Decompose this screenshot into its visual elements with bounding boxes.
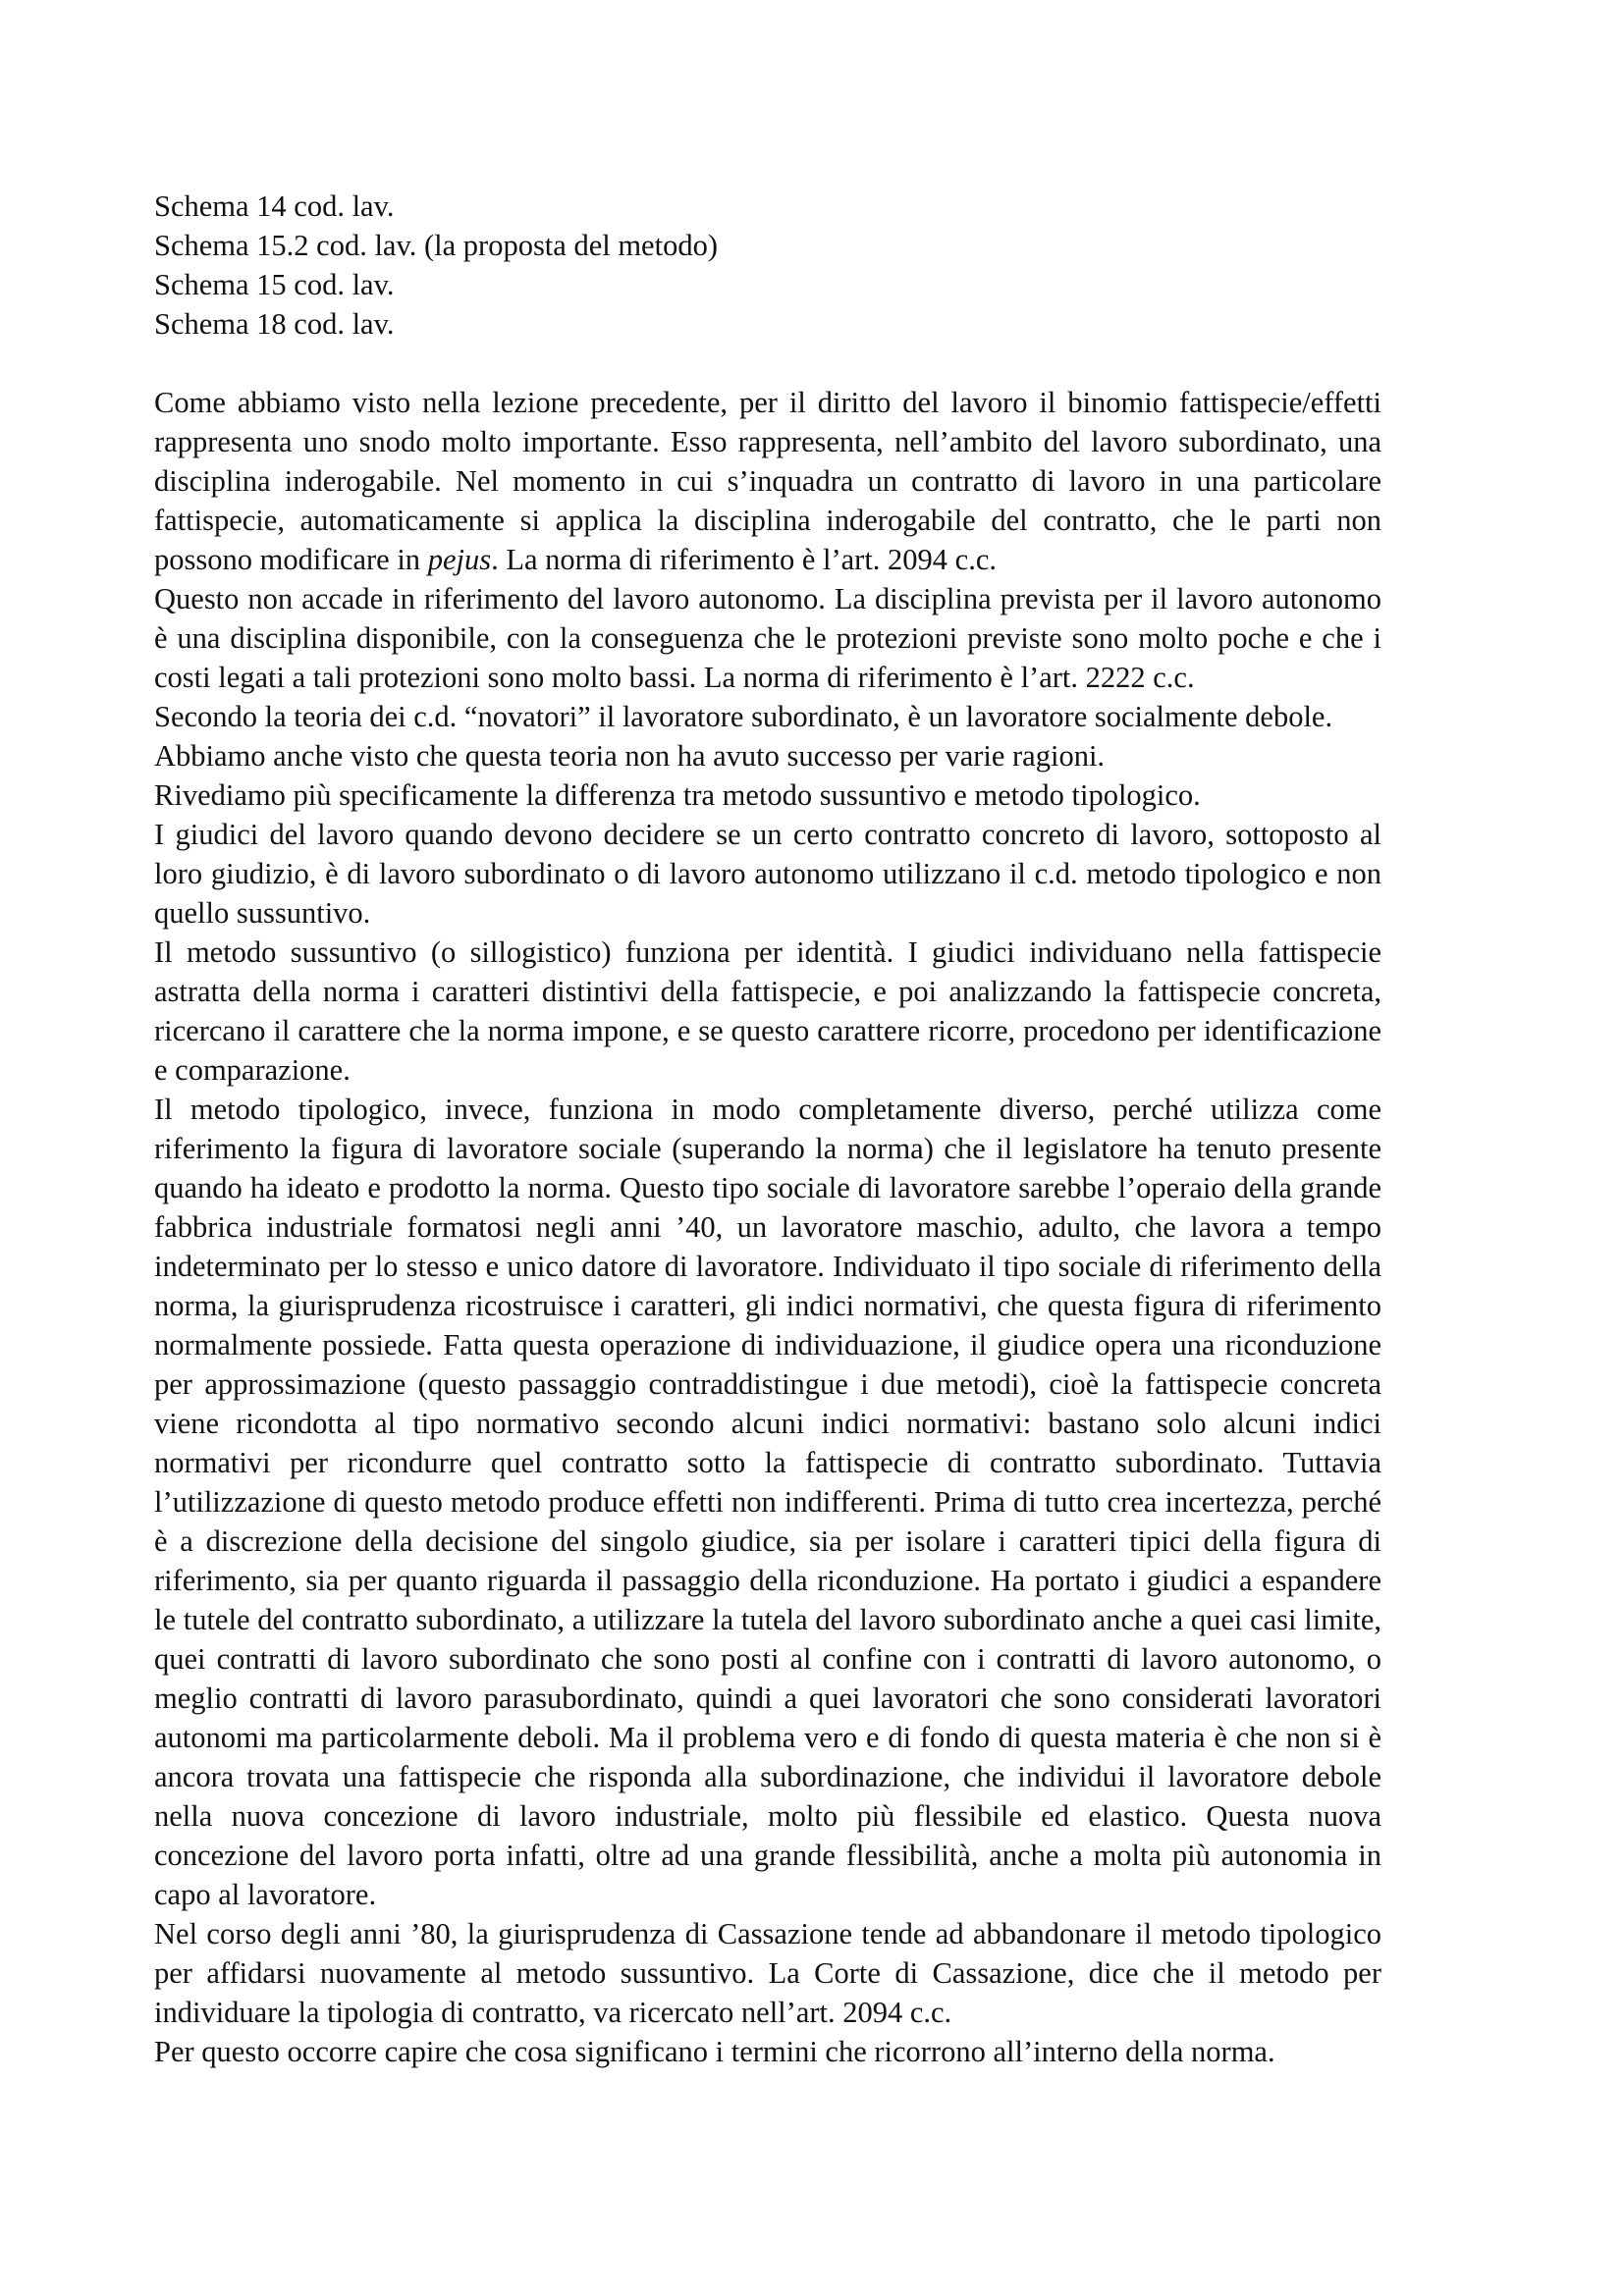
paragraph-giudici-metodo: I giudici del lavoro quando devono decidere se un certo contratto concreto di lavoro, sottoposto al loro giudizio, è di lavoro subordinato o di lavoro autonomo utilizzano il c.d. metodo tipologico e non quello sussuntivo. xyxy=(154,818,1381,930)
paragraph-termini-norma: Per questo occorre capire che cosa significano i termini che ricorrono all’interno della norma. xyxy=(154,2035,1275,2068)
paragraph-differenza-metodi: Rivediamo più specificamente la differenza tra metodo sussuntivo e metodo tipologico. xyxy=(154,778,1201,812)
paragraph-fattispecie-effetti xyxy=(154,383,1381,579)
schema-item-18: Schema 18 cod. lav. xyxy=(154,307,395,341)
paragraph-metodo-sussuntivo: Il metodo sussuntivo (o sillogistico) funziona per identità. I giudici individuano nella fattispecie astratta della norma i caratteri distintivi della fattispecie, e poi analizzando la fattispecie concreta, ricercano il carattere che la norma impone, e se questo carattere ricorre, procedono per identificazione e comparazione. xyxy=(154,935,1381,1087)
paragraph-text: . La norma di riferimento è l’art. 2094 c.c. xyxy=(491,543,997,576)
paragraph-metodo-tipologico: Il metodo tipologico, invece, funziona in modo completamente diverso, perché utilizza come riferimento la figura di lavoratore sociale (superando la norma) che il legislatore ha tenuto presente quando ha ideato e prodotto la norma. Questo tipo sociale di lavoratore sarebbe l’operaio della grande fabbrica industriale formatosi negli anni ’40, un lavoratore maschio, adulto, che lavora a tempo indeterminato per lo stesso e unico datore di lavoratore. Individuato il tipo sociale di riferimento della norma, la giurisprudenza ricostruisce i caratteri, gli indici normativi, che questa figura di riferimento normalmente possiede. Fatta questa operazione di individuazione, il giudice opera una riconduzione per approssimazione (questo passaggio contraddistingue i due metodi), cioè la fattispecie concreta viene ricondotta al tipo normativo secondo alcuni indici normativi: bastano solo alcuni indici normativi per ricondurre quel contratto sotto la fattispecie di contratto subordinato. Tuttavia l’utilizzazione di questo metodo produce effetti non indifferenti. Prima di tutto crea incertezza, perché è a discrezione della decisione del singolo giudice, sia per isolare i caratteri tipici della figura di riferimento, sia per quanto riguarda il passaggio della riconduzione. Ha portato i giudici a espandere le tutele del contratto subordinato, a utilizzare la tutela del lavoro subordinato anche a quei casi limite, quei contratti di lavoro subordinato che sono posti al confine con i contratti di lavoro autonomo, o meglio contratti di lavoro parasubordinato, quindi a quei lavoratori che sono considerati lavoratori autonomi ma particolarmente deboli. Ma il problema vero e di fondo di questa materia è che non si è ancora trovata una fattispecie che risponda alla subordinazione, che individui il lavoratore debole nella nuova concezione di lavoro industriale, molto più flessibile ed elastico. Questa nuova concezione del lavoro porta infatti, oltre ad una grande flessibilità, anche a molta più autonomia in capo al lavoratore. xyxy=(154,1093,1381,1911)
schema-list xyxy=(154,187,1381,344)
document-page xyxy=(154,187,1381,2071)
paragraph-anni-80: Nel corso degli anni ’80, la giurisprudenza di Cassazione tende ad abbandonare il metodo tipologico per affidarsi nuovamente al metodo sussuntivo. La Corte di Cassazione, dice che il metodo per individuare la tipologia di contratto, va ricercato nell’art. 2094 c.c. xyxy=(154,1917,1381,2029)
schema-item-14: Schema 14 cod. lav. xyxy=(154,189,395,223)
paragraph-teoria-insuccesso: Abbiamo anche visto che questa teoria non ha avuto successo per varie ragioni. xyxy=(154,739,1106,773)
schema-item-15-2: Schema 15.2 cod. lav. (la proposta del metodo) xyxy=(154,229,718,262)
italic-term-pejus: pejus xyxy=(427,543,492,576)
paragraph-lavoro-autonomo: Questo non accade in riferimento del lavoro autonomo. La disciplina prevista per il lavoro autonomo è una disciplina disponibile, con la conseguenza che le protezioni previste sono molto poche e che i costi legati a tali protezioni sono molto bassi. La norma di riferimento è l’art. 2222 c.c. xyxy=(154,582,1381,694)
schema-item-15: Schema 15 cod. lav. xyxy=(154,268,395,301)
paragraph-novatori: Secondo la teoria dei c.d. “novatori” il lavoratore subordinato, è un lavoratore socialmente debole. xyxy=(154,700,1333,733)
paragraph-text: Come abbiamo visto nella lezione precedente, per il diritto del lavoro il binomio fattispecie/effetti rappresenta uno snodo molto importante. Esso rappresenta, nell’ambito del lavoro subordinato, una disciplina inderogabile. Nel momento in cui s’inquadra un contratto di lavoro in una particolare fattispecie, automaticamente si applica la disciplina inderogabile del contratto, che le parti non possono modificare in xyxy=(154,386,1381,576)
